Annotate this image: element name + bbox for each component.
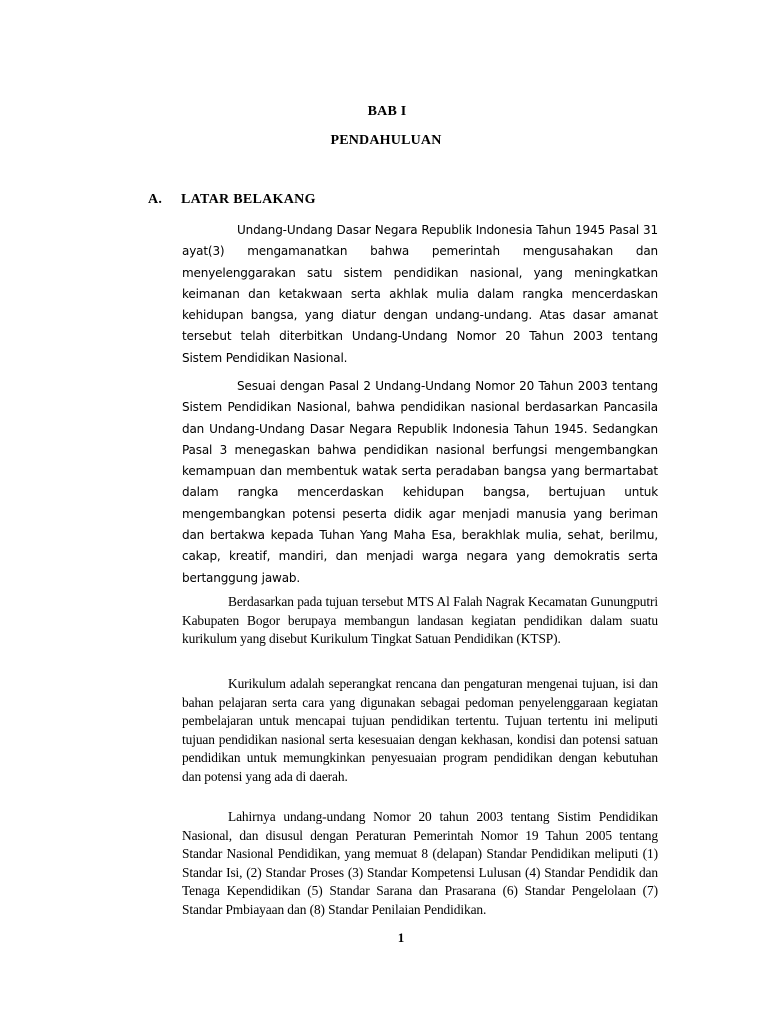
paragraph-5: Lahirnya undang-undang Nomor 20 tahun 2003 tentang Sistim Pendidikan Nasional, dan disusul dengan Peraturan Pemerintah Nomor 19 Tahun 2005 tentang Standar Nasional Pendidikan, yang memuat 8 (delapan) Standar Pendidikan meliputi (1) Standar Isi, (2) Standar Proses (3) Standar Kompetensi Lulusan (4) Standar Pendidik dan Tenaga Kependidikan (5) Standar Sarana dan Prasarana (6) Standar Pengelolaan (7) Standar Pmbiayaan dan (8) Standar Penilaian Pendidikan.	[182, 809, 658, 917]
chapter-title: PENDAHULUAN	[330, 133, 442, 148]
paragraph-1: Undang-Undang Dasar Negara Republik Indonesia Tahun 1945 Pasal 31 ayat(3) mengamanatkan bahwa pemerintah mengusahakan dan menyelenggarakan satu sistem pendidikan nasional, yang meningkatkan keimanan dan ketakwaan serta akhlak mulia dalam rangka mencerdaskan kehidupan bangsa, yang diatur dengan undang-undang. Atas dasar amanat tersebut telah diterbitkan Undang-Undang Nomor 20 Tahun 2003 tentang Sistem Pendidikan Nasional.	[182, 223, 658, 365]
paragraph-3: Berdasarkan pada tujuan tersebut MTS Al Falah Nagrak Kecamatan Gunungputri Kabupaten Bogor berupaya membangun landasan kegiatan pendidikan dalam suatu kurikulum yang disebut Kurikulum Tingkat Satuan Pendidikan (KTSP).	[182, 594, 658, 646]
chapter-heading: BAB I	[367, 104, 407, 119]
section-heading	[148, 192, 316, 208]
paragraph-4: Kurikulum adalah seperangkat rencana dan pengaturan mengenai tujuan, isi dan bahan pelajaran serta cara yang digunakan sebagai pedoman penyelenggaraan kegiatan pembelajaran untuk mencapai tujuan pendidikan tertentu. Tujuan tertentu ini meliputi tujuan pendidikan nasional serta kesesuaian dengan kekhasan, kondisi dan potensi satuan pendidikan untuk memungkinkan penyesuaian program pendidikan dengan kebutuhan dan potensi yang ada di daerah.	[182, 676, 658, 784]
section-number: A.	[148, 192, 163, 207]
section-title: LATAR BELAKANG	[181, 192, 316, 207]
paragraph-2: Sesuai dengan Pasal 2 Undang-Undang Nomor 20 Tahun 2003 tentang Sistem Pendidikan Nasional, bahwa pendidikan nasional berdasarkan Pancasila dan Undang-Undang Dasar Negara Republik Indonesia Tahun 1945. Sedangkan Pasal 3 menegaskan bahwa pendidikan nasional berfungsi mengembangkan kemampuan dan membentuk watak serta peradaban bangsa yang bermartabat dalam rangka mencerdaskan kehidupan bangsa, bertujuan untuk mengembangkan potensi peserta didik agar menjadi manusia yang beriman dan bertakwa kepada Tuhan Yang Maha Esa, berakhlak mulia, sehat, berilmu, cakap, kreatif, mandiri, dan menjadi warga negara yang demokratis serta bertanggung jawab.	[182, 379, 658, 585]
page-number: 1	[397, 930, 405, 945]
